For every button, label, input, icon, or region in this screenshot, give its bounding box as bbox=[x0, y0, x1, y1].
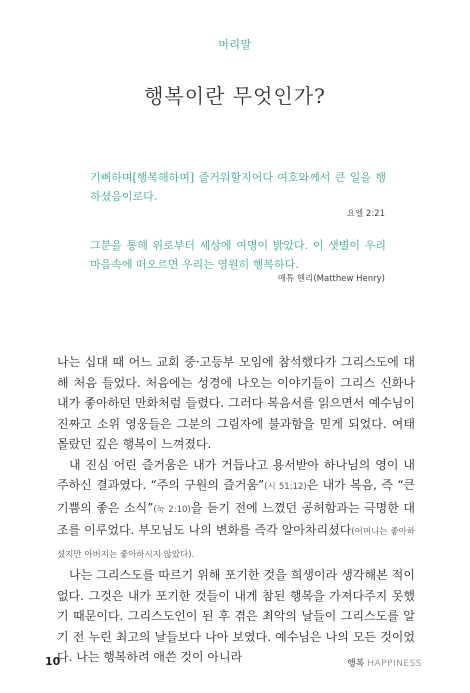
running-title-korean: 행복 bbox=[346, 659, 365, 669]
scripture-reference: (눅 2:10) bbox=[153, 504, 191, 515]
body-paragraph-2 bbox=[57, 455, 415, 566]
section-label: 머리말 bbox=[218, 38, 252, 51]
page-number: 10 bbox=[45, 655, 61, 668]
page-title: 행복이란 무엇인가? bbox=[144, 84, 326, 108]
body-text bbox=[57, 352, 415, 668]
running-title-english: HAPPINESS bbox=[367, 659, 422, 669]
paragraph-2-text-b: 은 내가 복음, 즉 “큰 기쁨의 좋은 소식” bbox=[57, 478, 415, 515]
epigraph-citation-2: 매튜 헨리(Matthew Henry) bbox=[277, 274, 385, 284]
paragraph-2-text-a: 내 진심 어린 즐거움은 내가 거듭나고 용서받아 하나님의 영이 내주하신 결과였다. “주의 구원의 즐거움” bbox=[57, 457, 415, 492]
epigraph-quote-2: 그분을 통해 위로부터 세상에 여명이 밝았다. 이 샛별이 우리 마음속에 떠오르면 우리는 영원히 행복하다. bbox=[90, 239, 386, 271]
parenthetical-note: (어머니는 좋아하셨지만 아버지는 좋아하시지 않았다). bbox=[57, 527, 415, 560]
running-title bbox=[347, 656, 422, 669]
scripture-reference: (시 51:12) bbox=[264, 482, 307, 492]
epigraph-quote-1: 기뻐하며[행복해하며] 즐거워할지어다 여호와께서 큰 일을 행하셨음이로다. bbox=[90, 171, 386, 203]
epigraph-citation-1: 요엘 2:21 bbox=[346, 209, 385, 219]
paragraph-2-text-c: 을 듣기 전에 느꼈던 공허함과는 극명한 대조를 이루었다. 부모님도 나의 변화를 즉각 알아차리셨다 bbox=[57, 500, 415, 537]
body-paragraph-1: 나는 십대 때 어느 교회 중·고등부 모임에 참석했다가 그리스도에 대해 처음 들었다. 처음에는 성경에 나오는 이야기들이 그리스 신화나 내가 좋아하던 만화처럼 들렸다. 그러다 복음서를 읽으면서 예수님이 진짜고 소위 영웅들은 그분의 그림자에 불과함을 믿게 되었다. 여태 몰랐던 깊은 행복이 느껴졌다. bbox=[57, 355, 415, 451]
body-paragraph-3: 나는 그리스도를 따르기 위해 포기한 것을 희생이라 생각해본 적이 없다. 그것은 내가 포기한 것들이 내게 참된 행복을 가져다주지 못했기 때문이다. 그리스도인이 된 후 겪은 최악의 날들이 그리스도를 알기 전 누린 최고의 날들보다 나아 보였다. 예수님은 나의 모든 것이었다. 나는 행복하려 애쓴 것이 아니라 bbox=[57, 568, 415, 664]
